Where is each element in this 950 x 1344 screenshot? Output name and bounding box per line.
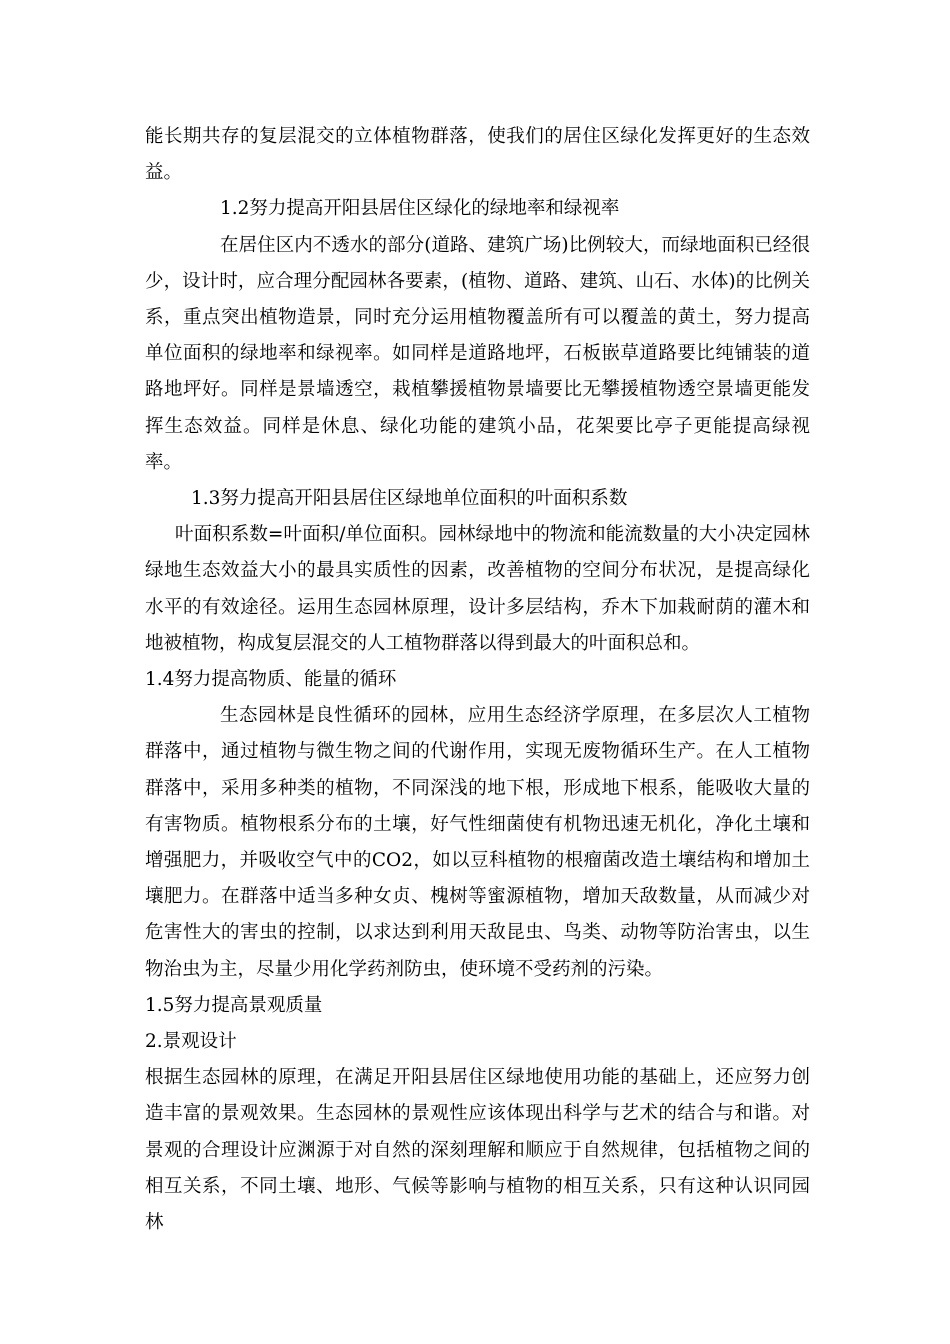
section-heading-1-5: 1.5努力提高景观质量 xyxy=(145,994,323,1016)
paragraph-1-3: 叶面积系数=叶面积/单位面积。园林绿地中的物流和能流数量的大小决定园林绿地生态效益大小的最具实质性的因素，改善植物的空间分布状况，是提高绿化水平的有效途径。运用生态园林原理，设计多层结构，乔木下加栽耐荫的灌木和地被植物，构成复层混交的人工植物群落以得到最大的叶面积总和。 xyxy=(145,524,810,654)
document-body xyxy=(145,119,810,1241)
paragraph-2: 根据生态园林的原理，在满足开阳县居住区绿地使用功能的基础上，还应努力创造丰富的景观效果。生态园林的景观性应该体现出科学与艺术的结合与和谐。对景观的合理设计应渊源于对自然的深刻理解和顺应于自然规律，包括植物之间的相互关系，不同土壤、地形、气候等影响与植物的相互关系，只有这种认识同园林 xyxy=(145,1067,810,1234)
paragraph-continuation: 能长期共存的复层混交的立体植物群落，使我们的居住区绿化发挥更好的生态效益。 xyxy=(145,126,810,184)
section-heading-1-2: 1.2努力提高开阳县居住区绿化的绿地率和绿视率 xyxy=(220,198,620,220)
section-heading-2: 2.景观设计 xyxy=(145,1031,237,1053)
paragraph-1-2: 在居住区内不透水的部分(道路、建筑广场)比例较大，而绿地面积已经很少，设计时，应合理分配园林各要素，(植物、道路、建筑、山石、水体)的比例关系，重点突出植物造景，同时充分运用植物覆盖所有可以覆盖的黄土，努力提高单位面积的绿地率和绿视率。如同样是道路地坪，石板嵌草道路要比纯铺装的道路地坪好。同样是景墙透空，栽植攀援植物景墙要比无攀援植物透空景墙更能发挥生态效益。同样是休息、绿化功能的建筑小品，花架要比亭子更能提高绿视率。 xyxy=(145,234,810,473)
paragraph-1-4: 生态园林是良性循环的园林，应用生态经济学原理，在多层次人工植物群落中，通过植物与微生物之间的代谢作用，实现无废物循环生产。在人工植物群落中，采用多种类的植物，不同深浅的地下根，形成地下根系，能吸收大量的有害物质。植物根系分布的土壤，好气性细菌使有机物迅速无机化，净化土壤和增强肥力，并吸收空气中的CO2，如以豆科植物的根瘤菌改造土壤结构和增加土壤肥力。在群落中适当多种女贞、槐树等蜜源植物，增加天敌数量，从而减少对危害性大的害虫的控制，以求达到利用天敌昆虫、鸟类、动物等防治害虫，以生物治虫为主，尽量少用化学药剂防虫，使环境不受药剂的污染。 xyxy=(145,705,810,980)
section-heading-1-3: 1.3努力提高开阳县居住区绿地单位面积的叶面积系数 xyxy=(191,488,628,510)
section-heading-1-4: 1.4努力提高物质、能量的循环 xyxy=(145,669,397,691)
